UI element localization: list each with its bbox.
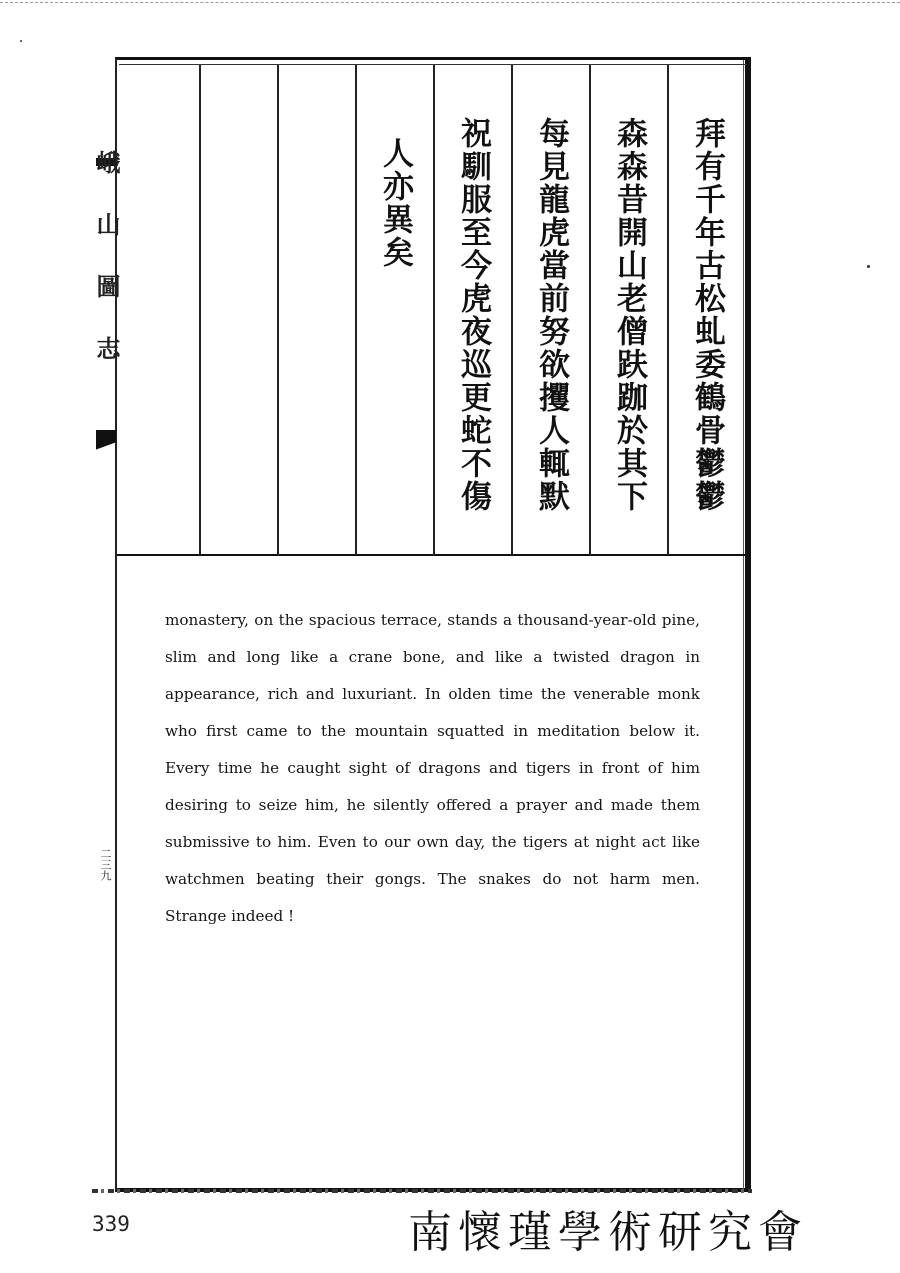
chinese-column-4 [433, 65, 510, 555]
scan-edge-line [0, 2, 900, 3]
chinese-column-text: 拜有千年古松虬委鶴骨鬱鬱 [689, 117, 725, 513]
chinese-column-5 [355, 65, 432, 555]
chinese-column-text: 人亦異矣 [377, 137, 413, 269]
english-translation [165, 602, 700, 935]
scan-speck [20, 40, 22, 42]
chinese-column-3 [511, 65, 588, 555]
chinese-text-block [117, 60, 745, 556]
chinese-column-text: 每見龍虎當前努欲攫人輒默 [533, 117, 569, 513]
leaf-number: 二三九 [99, 848, 112, 881]
chinese-column-2 [589, 65, 666, 555]
chinese-column-7 [199, 65, 276, 555]
spine-title: 峨山圖志 [92, 150, 121, 398]
chinese-column-text: 祝馴服至今虎夜巡更蛇不傷 [455, 117, 491, 513]
scan-speck [867, 265, 870, 268]
bottom-scan-smudge [92, 1189, 752, 1193]
chinese-column-text: 森森昔開山老僧趺跏於其下 [611, 117, 647, 513]
watermark: 南懷瑾學術研究會 [408, 1207, 808, 1258]
page-number: 339 [92, 1212, 130, 1236]
english-paragraph: monastery, on the spacious terrace, stands a thousand-year-old pine, slim and long like a crane bone, and like a twisted dragon in appearance, rich and luxuriant. In olden time the venerable monk who first came to the mountain squatted in meditation below it. Every time he caught sight of dragons and tigers in front of him desiring to seize him, he silently offered a prayer and made them submissive to him. Even to our own day, the tigers at night act like watchmen beating their gongs. The snakes do not harm men. Strange indeed ! [165, 611, 700, 925]
chinese-column-6 [277, 65, 354, 555]
spine-label [92, 150, 121, 460]
chinese-column-8 [121, 65, 198, 555]
spine-marker-bottom [96, 430, 116, 458]
chinese-column-1 [667, 65, 744, 555]
